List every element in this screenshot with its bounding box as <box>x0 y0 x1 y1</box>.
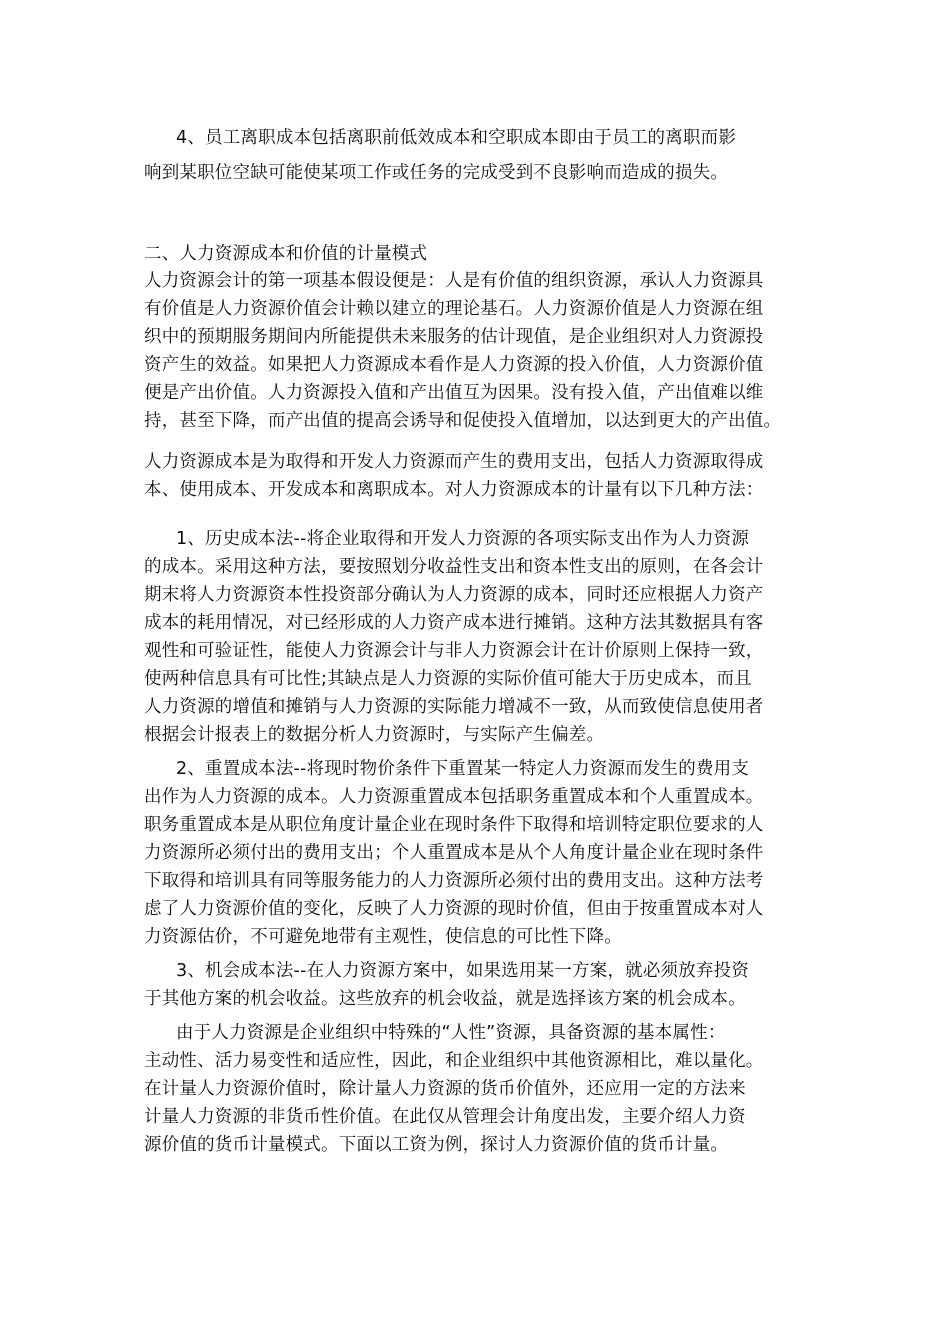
paragraph-line: 力资源估价，不可避免地带有主观性，使信息的可比性下降。 <box>144 927 622 947</box>
paragraph-line: 人力资源成本是为取得和开发人力资源而产生的费用支出，包括人力资源取得成 <box>144 452 764 472</box>
paragraph-line: 有价值是人力资源价值会计赖以建立的理论基石。人力资源价值是人力资源在组 <box>144 299 764 319</box>
paragraph-line: 主动性、活力易变性和适应性，因此，和企业组织中其他资源相比，难以量化。 <box>144 1051 764 1071</box>
paragraph-line: 于其他方案的机会收益。这些放弃的机会收益，就是选择该方案的机会成本。 <box>144 989 746 1009</box>
paragraph-line: 便是产出价值。人力资源投入值和产出值互为因果。没有投入值，产出值难以维 <box>144 383 764 403</box>
paragraph-line: 在计量人力资源价值时，除计量人力资源的货币价值外，还应用一定的方法来 <box>144 1079 746 1099</box>
paragraph-line: 人力资源会计的第一项基本假设便是：人是有价值的组织资源，承认人力资源具 <box>144 271 764 291</box>
paragraph-line: 本、使用成本、开发成本和离职成本。对人力资源成本的计量有以下几种方法： <box>144 480 764 500</box>
paragraph-line: 4、员工离职成本包括离职前低效成本和空职成本即由于员工的离职而影 <box>176 128 737 148</box>
paragraph-line: 下取得和培训具有同等服务能力的人力资源所必须付出的费用支出。这种方法考 <box>144 871 764 891</box>
paragraph-line: 的成本。采用这种方法，要按照划分收益性支出和资本性支出的原则，在各会计 <box>144 557 764 577</box>
paragraph-line: 资产生的效益。如果把人力资源成本看作是人力资源的投入价值，人力资源价值 <box>144 355 764 375</box>
paragraph-line: 职务重置成本是从职位角度计量企业在现时条件下取得和培训特定职位要求的人 <box>144 815 764 835</box>
section-heading: 二、人力资源成本和价值的计量模式 <box>144 244 428 264</box>
paragraph-line: 3、机会成本法--在人力资源方案中，如果选用某一方案，就必须放弃投资 <box>176 961 750 981</box>
paragraph-line: 1、历史成本法--将企业取得和开发人力资源的各项实际支出作为人力资源 <box>176 529 750 549</box>
paragraph-line: 织中的预期服务期间内所能提供未来服务的估计现值，是企业组织对人力资源投 <box>144 327 764 347</box>
paragraph-line: 虑了人力资源价值的变化，反映了人力资源的现时价值，但由于按重置成本对人 <box>144 899 764 919</box>
paragraph-line: 出作为人力资源的成本。人力资源重置成本包括职务重置成本和个人重置成本。 <box>144 787 764 807</box>
paragraph-line: 期末将人力资源资本性投资部分确认为人力资源的成本，同时还应根据人力资产 <box>144 585 764 605</box>
paragraph-line: 使两种信息具有可比性;其缺点是人力资源的实际价值可能大于历史成本，而且 <box>144 669 752 689</box>
paragraph-line: 力资源所必须付出的费用支出；个人重置成本是从个人角度计量企业在现时条件 <box>144 843 764 863</box>
paragraph-line: 响到某职位空缺可能使某项工作或任务的完成受到不良影响而造成的损失。 <box>144 163 729 183</box>
paragraph-line: 由于人力资源是企业组织中特殊的“人性”资源，具备资源的基本属性： <box>176 1023 726 1043</box>
paragraph-line: 2、重置成本法--将现时物价条件下重置某一特定人力资源而发生的费用支 <box>176 759 750 779</box>
paragraph-line: 成本的耗用情况，对已经形成的人力资产成本进行摊销。这种方法其数据具有客 <box>144 613 764 633</box>
paragraph-line: 持，甚至下降，而产出值的提高会诱导和促使投入值增加，以达到更大的产出值。 <box>144 411 782 431</box>
paragraph-line: 源价值的货币计量模式。下面以工资为例，探讨人力资源价值的货币计量。 <box>144 1135 729 1155</box>
paragraph-line: 人力资源的增值和摊销与人力资源的实际能力增减不一致，从而致使信息使用者 <box>144 697 764 717</box>
paragraph-line: 观性和可验证性，能使人力资源会计与非人力资源会计在计价原则上保持一致， <box>144 641 764 661</box>
paragraph-line: 根据会计报表上的数据分析人力资源时，与实际产生偏差。 <box>144 725 605 745</box>
paragraph-line: 计量人力资源的非货币性价值。在此仅从管理会计角度出发，主要介绍人力资 <box>144 1107 746 1127</box>
